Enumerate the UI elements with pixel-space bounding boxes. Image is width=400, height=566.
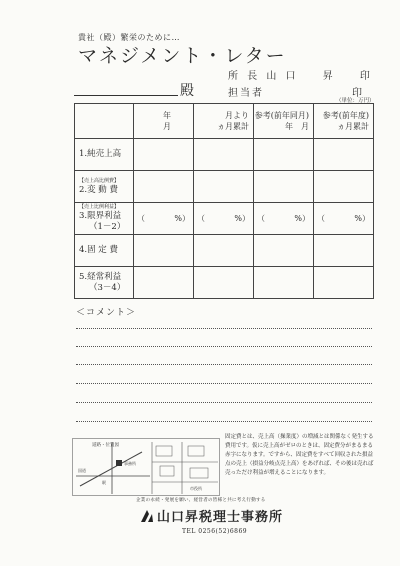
corner-cell [75, 104, 134, 139]
addressee-line [74, 95, 178, 96]
pct-cell[interactable]: （ %） [134, 203, 194, 235]
value-cell[interactable] [314, 235, 374, 267]
value-cell[interactable] [194, 235, 254, 267]
value-cell[interactable] [254, 171, 314, 203]
col-header-cumulative: 月より ヵ月累計 [194, 104, 254, 139]
row-label-net-sales: 1.純売上高 [75, 139, 134, 171]
value-cell[interactable] [254, 267, 314, 299]
value-cell[interactable] [134, 267, 194, 299]
firm-tel: TEL 0256(52)6869 [182, 528, 248, 535]
row-label-marginal-profit: 【売上比例利益】 3.限界利益 （1－2） [75, 203, 134, 235]
director-name: 昇 [322, 71, 336, 82]
col-header-prev-year-cumulative: 参考(前年度) ヵ月累計 [314, 104, 374, 139]
pct-cell[interactable]: （ %） [194, 203, 254, 235]
map-title: 道路・位置図 [92, 443, 119, 448]
col-header-current-month: 年 月 [134, 104, 194, 139]
value-cell[interactable] [314, 139, 374, 171]
comment-line[interactable] [76, 383, 372, 384]
map-drawing [72, 438, 220, 496]
comment-line[interactable] [76, 421, 372, 422]
comment-line[interactable] [76, 346, 372, 347]
value-cell[interactable] [314, 267, 374, 299]
director-seal: 印 [359, 71, 373, 82]
director-label: 所 長 山 口 [228, 71, 299, 82]
map-label-station: 駅 [102, 480, 106, 485]
pct-cell[interactable]: （ %） [314, 203, 374, 235]
comment-line[interactable] [76, 402, 372, 403]
value-cell[interactable] [254, 235, 314, 267]
row-label-ordinary-profit: 5.経常利益 （3－4） [75, 267, 134, 299]
table-row [75, 267, 374, 299]
page-title: マネジメント・レター [78, 45, 287, 67]
col-header-prev-year-month: 参考(前年同月) 年 月 [254, 104, 314, 139]
manager-label: 担当者 [228, 88, 264, 99]
footer-tagline: 企業の永続・発展を願い、経営者の皆様と共に考え行動する [136, 498, 266, 503]
fixed-cost-note: 固定費とは、売上高（操業度）の増減とは関係なく発生する費用です。仮に売上高がゼロのときは、固定費分がまるまる赤字になります。ですから、固定費をすべて回収された損益点の売上（損益分岐点売上高）をあげれば、その後は売れば売っただけ利益が増えることになります。 [225, 434, 374, 476]
management-table [74, 103, 374, 299]
map-label-city-hall: 市役所 [190, 486, 202, 491]
value-cell[interactable] [194, 139, 254, 171]
comment-line[interactable] [76, 364, 372, 365]
value-cell[interactable] [314, 171, 374, 203]
value-cell[interactable] [134, 171, 194, 203]
table-row [75, 171, 374, 203]
map-label-road: 国道 [78, 468, 86, 473]
table-row [75, 203, 374, 235]
director-line [228, 67, 373, 82]
firm-name: 山口昇税理士事務所 [140, 506, 283, 525]
value-cell[interactable] [194, 171, 254, 203]
unit-note: （単位：万円） [336, 98, 375, 104]
comment-label: ＜コメント＞ [76, 308, 137, 318]
row-label-variable-cost: 【売上高比例費】 2.変 動 費 [75, 171, 134, 203]
header-subtitle: 貴社（殿）繁栄のために… [78, 33, 180, 42]
table-row [75, 139, 374, 171]
manager-seal: 印 [352, 88, 362, 99]
value-cell[interactable] [254, 139, 314, 171]
comment-line[interactable] [76, 328, 372, 329]
location-map [72, 438, 220, 496]
table-row [75, 235, 374, 267]
map-label-office: 事務所 [124, 461, 136, 466]
row-label-fixed-cost: 4.固 定 費 [75, 235, 134, 267]
value-cell[interactable] [134, 139, 194, 171]
table-header-row [75, 104, 374, 139]
value-cell[interactable] [194, 267, 254, 299]
addressee-suffix: 殿 [180, 83, 194, 99]
office-marker-icon [116, 460, 122, 466]
pct-cell[interactable]: （ %） [254, 203, 314, 235]
firm-logo-icon [140, 509, 154, 523]
value-cell[interactable] [134, 235, 194, 267]
